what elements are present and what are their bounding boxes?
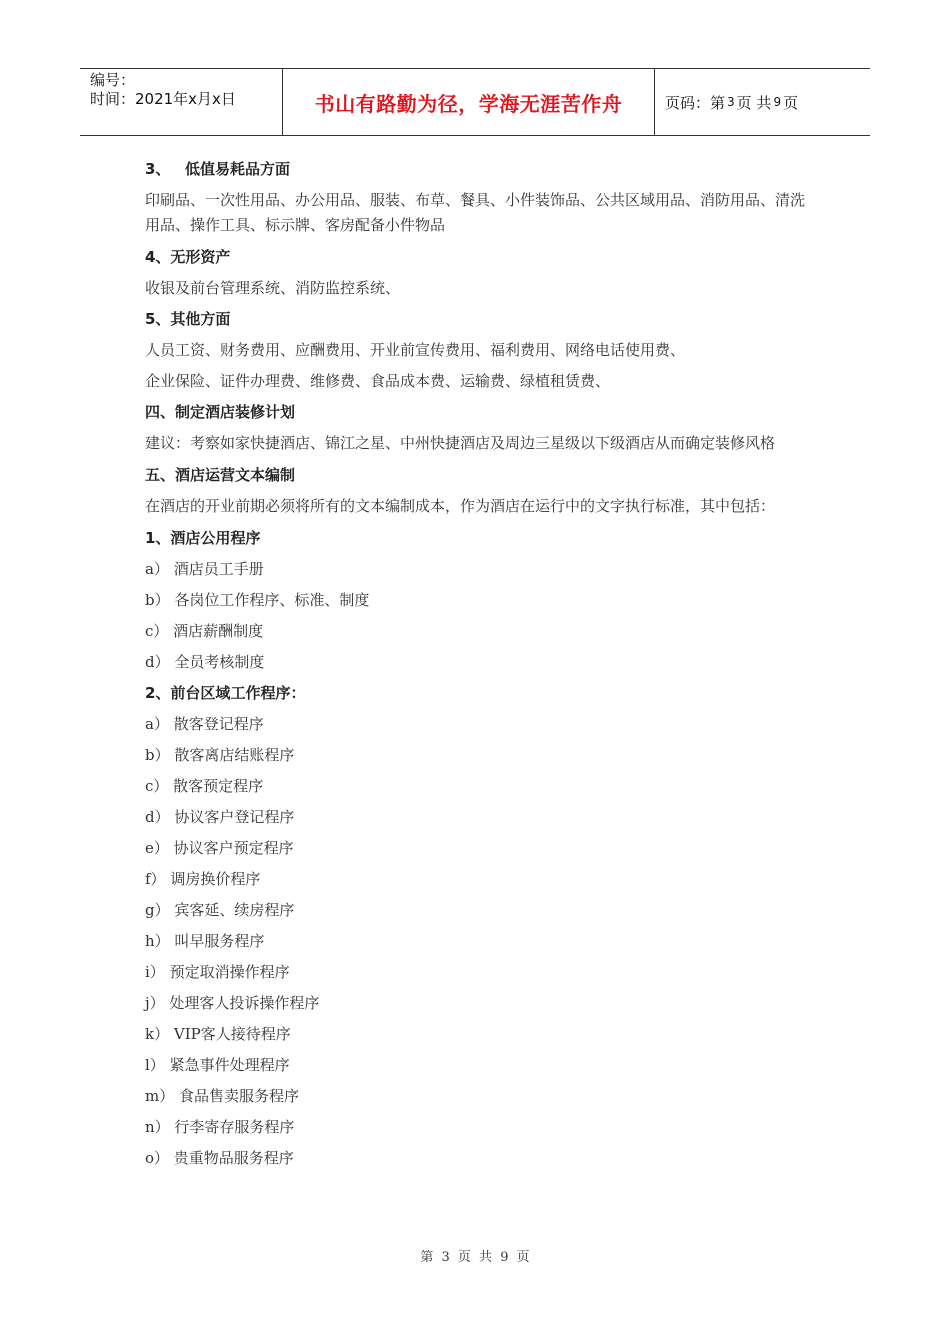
page-middle: 页 共 [736,93,772,112]
list-item: k） VIP客人接待程序 [145,1025,291,1043]
header-motto: 书山有路勤为径，学海无涯苦作舟 [282,69,655,135]
header-page-info [655,69,870,135]
time-label: 时间：2021年x月x日 [90,90,236,108]
section4-title: 4、无形资产 [145,248,231,266]
section5-body-2: 企业保险、证件办理费、维修费、食品成本费、运输费、绿植租赁费、 [145,372,611,390]
section3-number: 3、 [145,160,171,178]
part5-body: 在酒店的开业前期必须将所有的文本编制成本，作为酒店在运行中的文字执行标准，其中包括： [145,497,776,515]
list-item: g） 宾客延、续房程序 [145,901,295,919]
section5-title: 5、其他方面 [145,310,231,328]
part4-body: 建议：考察如家快捷酒店、锦江之星、中州快捷酒店及周边三星级以下级酒店从而确定装修风格 [145,434,776,452]
page-current: 3 [727,95,735,109]
section5-body-1: 人员工资、财务费用、应酬费用、开业前宣传费用、福利费用、网络电话使用费、 [145,341,686,359]
list1-title: 1、酒店公用程序 [145,529,261,547]
section3-body: 印刷品、一次性用品、办公用品、服装、布草、餐具、小件装饰品、公共区域用品、消防用品、清洗用品、操作工具、标示牌、客房配备小件物品 [145,191,806,234]
list-item: l） 紧急事件处理程序 [145,1056,290,1074]
list-item: b） 散客离店结账程序 [145,746,295,764]
number-label: 编号： [90,71,136,89]
list-item: a） 散客登记程序 [145,715,264,733]
section3-title [145,157,805,181]
section3-title-text: 低值易耗品方面 [185,160,291,178]
part4-title: 四、制定酒店装修计划 [145,403,296,421]
list-item: i） 预定取消操作程序 [145,963,290,981]
list-item: o） 贵重物品服务程序 [145,1149,294,1167]
list-item: c） 散客预定程序 [145,777,264,795]
page-footer: 第 3 页 共 9 页 [420,1250,530,1265]
list-item: m） 食品售卖服务程序 [145,1087,299,1105]
list-item: d） 全员考核制度 [145,653,265,671]
list-item: e） 协议客户预定程序 [145,839,294,857]
list2-title: 2、前台区域工作程序： [145,684,306,702]
page-total: 9 [773,95,782,109]
page-prefix: 页码：第 [665,93,726,112]
document-body [145,157,805,1177]
part5-title: 五、酒店运营文本编制 [145,466,296,484]
page-suffix: 页 [783,93,799,112]
header-meta [80,69,282,135]
list-item: n） 行李寄存服务程序 [145,1118,295,1136]
list-item: b） 各岗位工作程序、标准、制度 [145,591,370,609]
list-item: a） 酒店员工手册 [145,560,264,578]
list-item: f） 调房换价程序 [145,870,261,888]
section4-body: 收银及前台管理系统、消防监控系统、 [145,279,401,297]
page-header [80,68,870,136]
list-item: j） 处理客人投诉操作程序 [145,994,320,1012]
list-item: c） 酒店薪酬制度 [145,622,264,640]
list-item: d） 协议客户登记程序 [145,808,295,826]
list-item: h） 叫早服务程序 [145,932,265,950]
